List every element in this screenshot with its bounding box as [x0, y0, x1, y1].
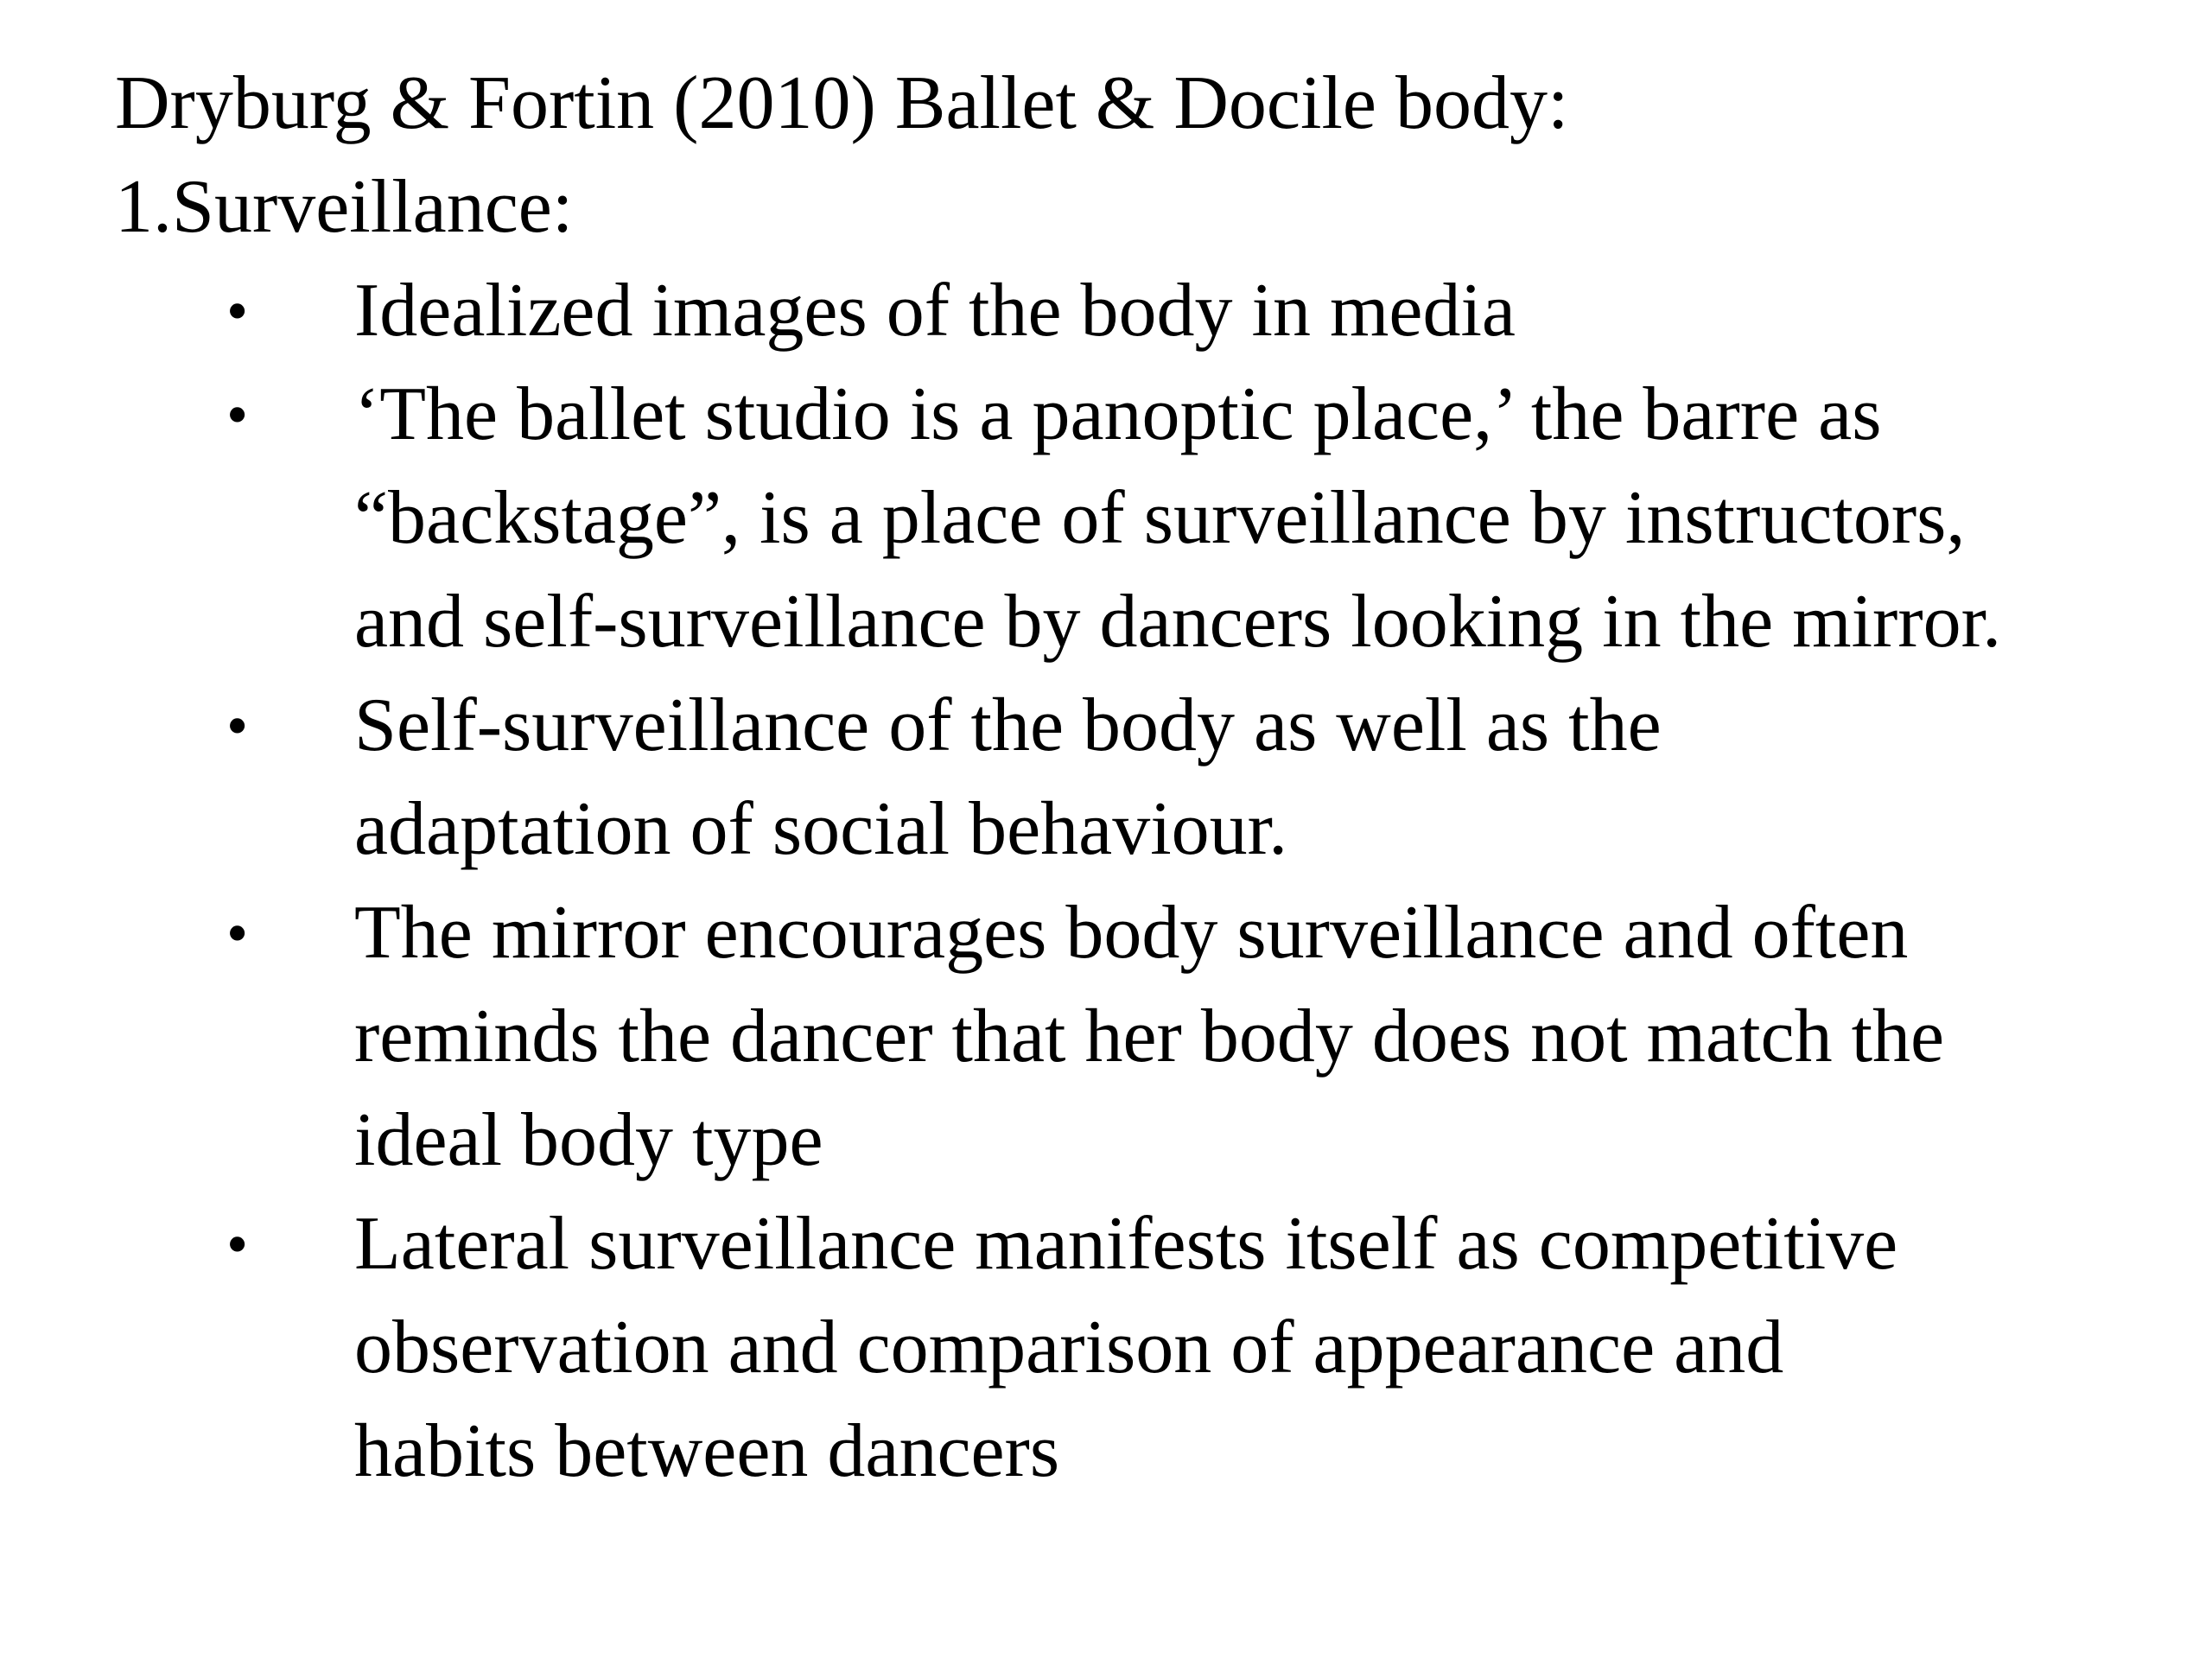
list-item	[0, 363, 2212, 674]
bullet-list	[0, 259, 2212, 1503]
list-item	[0, 674, 2212, 881]
list-item	[0, 1192, 2212, 1503]
list-item	[0, 881, 2212, 1192]
bullet-text: Idealized images of the body in media	[354, 269, 1516, 353]
bullet-icon: •	[226, 899, 249, 968]
list-item	[0, 259, 2212, 363]
bullet-icon: •	[226, 1210, 249, 1279]
bullet-icon: •	[226, 276, 249, 346]
section-heading: 1.Surveillance:	[115, 165, 574, 249]
bullet-text: Self-surveillance of the body as well as the adaptation of social behaviour.	[354, 683, 1662, 871]
bullet-icon: •	[226, 380, 249, 449]
bullet-text: ‘The ballet studio is a panoptic place,’ the barre as “backstage”, is a place of surveillance by instructors, and self-surveillance by dancers looking in the mirror.	[354, 372, 2002, 664]
bullet-icon: •	[226, 691, 249, 760]
bullet-text: The mirror encourages body surveillance and often reminds the dancer that her body does not match the ideal body type	[354, 891, 1945, 1182]
bullet-text: Lateral surveillance manifests itself as competitive observation and comparison of appearance and habits between dancers	[354, 1202, 1898, 1493]
slide-title: Dryburg & Fortin (2010) Ballet & Docile body:	[115, 61, 1569, 145]
